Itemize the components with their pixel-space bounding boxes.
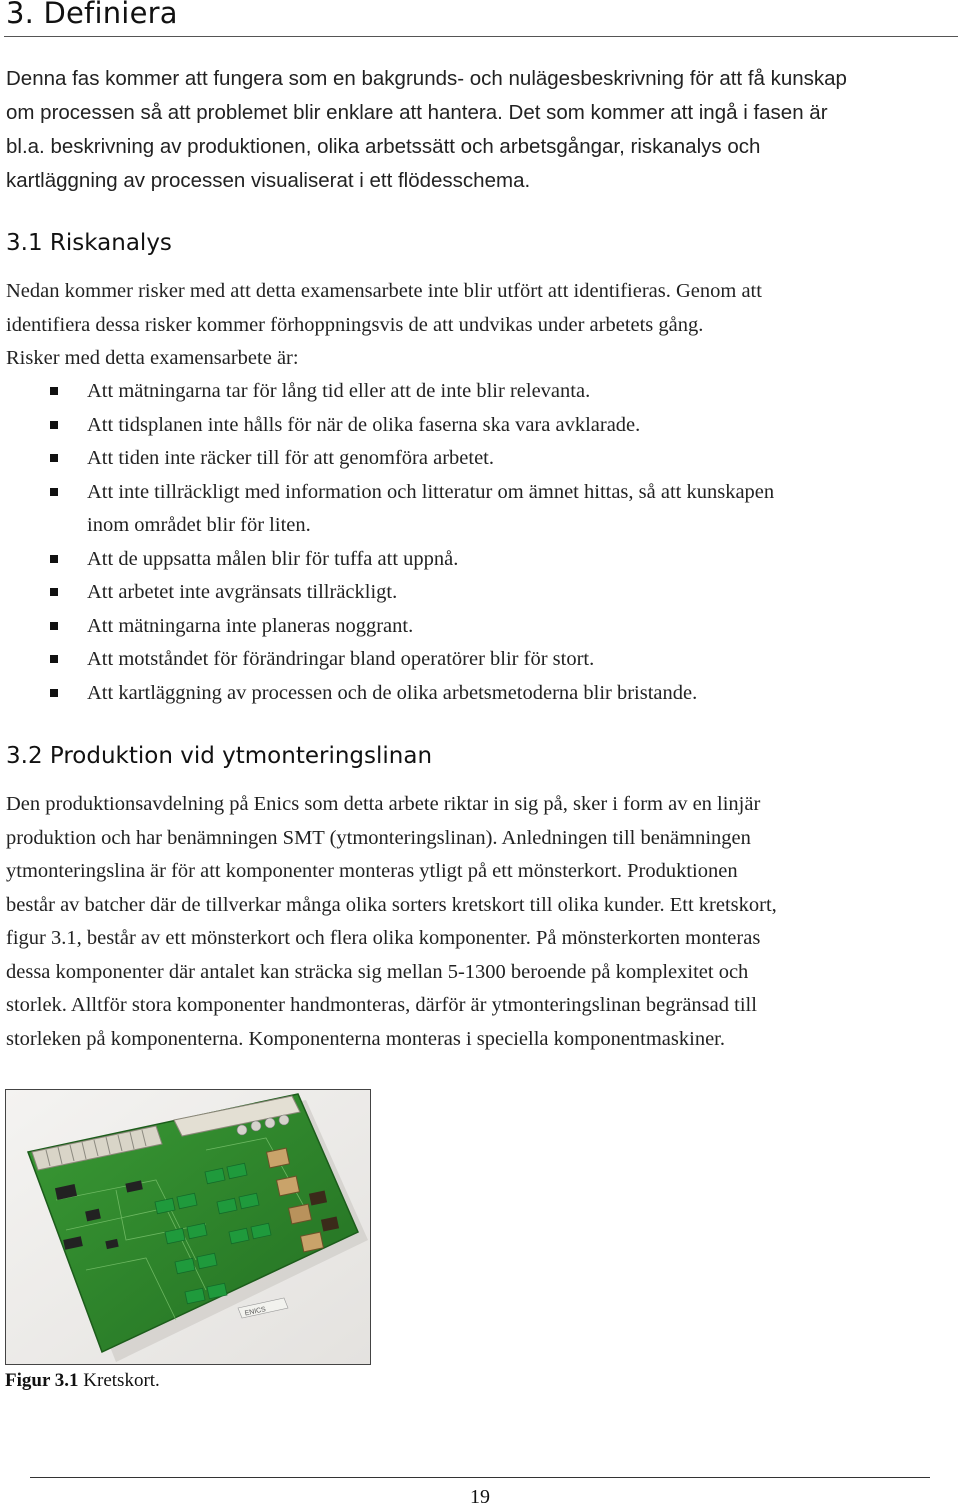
risk-text: Att kartläggning av processen och de olika arbetsmetoderna blir bristande.	[87, 681, 698, 704]
production-line: figur 3.1, består av ett mönsterkort och flera olika komponenter. På mönsterkorten monteras	[6, 927, 761, 949]
bullet-square-icon	[50, 622, 58, 630]
risk-list-item	[0, 409, 950, 443]
chapter-heading: 3. Definiera	[6, 0, 178, 30]
risk-intro-paragraph	[6, 275, 951, 376]
risk-list-item	[0, 375, 950, 409]
risk-intro-line: identifiera dessa risker kommer förhoppningsvis de att undvikas under arbetets gång.	[6, 313, 704, 336]
production-line: storlek. Alltför stora komponenter handmonteras, därför är ytmonteringslinan begränsad till	[6, 994, 757, 1016]
risk-text: Att de uppsatta målen blir för tuffa att uppnå.	[87, 547, 459, 570]
production-line: storleken på komponenterna. Komponenterna monteras i speciella komponentmaskiner.	[6, 1027, 726, 1050]
bullet-square-icon	[50, 387, 58, 395]
bullet-square-icon	[50, 588, 58, 596]
risk-text: Att tidsplanen inte hålls för när de olika faserna ska vara avklarade.	[87, 413, 641, 436]
figure-caption-text: Kretskort.	[83, 1370, 160, 1391]
section-heading-riskanalys: 3.1 Riskanalys	[6, 230, 172, 256]
figure-caption	[5, 1370, 160, 1392]
risk-text: Att inte tillräckligt med information och litteratur om ämnet hittas, så att kunskapen	[87, 480, 775, 503]
production-line: ytmonteringslina är för att komponenter monteras ytligt på ett mönsterkort. Produktionen	[6, 860, 738, 882]
risk-list-item	[0, 576, 950, 610]
risk-text: Att tiden inte räcker till för att genomföra arbetet.	[87, 447, 494, 469]
bullet-square-icon	[50, 454, 58, 462]
production-line: dessa komponenter där antalet kan sträcka sig mellan 5-1300 beroende på komplexitet och	[6, 960, 749, 983]
bullet-square-icon	[50, 555, 58, 563]
page-number: 19	[470, 1486, 490, 1508]
production-line: Den produktionsavdelning på Enics som detta arbete riktar in sig på, sker i form av en linjär	[6, 793, 761, 815]
risk-list-item	[0, 476, 950, 543]
risk-list-item	[0, 442, 950, 476]
production-paragraph	[6, 788, 951, 1056]
intro-line: bl.a. beskrivning av produktionen, olika arbetssätt och arbetsgångar, riskanalys och	[6, 135, 761, 158]
bullet-square-icon	[50, 488, 58, 496]
risk-intro-line: Nedan kommer risker med att detta examensarbete inte blir utfört att identifieras. Genom att	[6, 280, 762, 302]
section-heading-produktion: 3.2 Produktion vid ytmonteringslinan	[6, 743, 433, 769]
risk-text: Att mätningarna tar för lång tid eller att de inte blir relevanta.	[87, 380, 591, 402]
risk-list	[0, 375, 950, 710]
circuit-board-photo	[5, 1089, 371, 1365]
risk-text: Att motståndet för förändringar bland operatörer blir för stort.	[87, 648, 595, 670]
bullet-square-icon	[50, 421, 58, 429]
footer-divider	[30, 1477, 930, 1478]
risk-text: Att mätningarna inte planeras noggrant.	[87, 614, 414, 637]
risk-list-item	[0, 677, 950, 711]
bullet-square-icon	[50, 655, 58, 663]
intro-line: Denna fas kommer att fungera som en bakgrunds- och nulägesbeskrivning för att få kunskap	[6, 67, 847, 90]
bullet-square-icon	[50, 689, 58, 697]
figure-label: Figur 3.1	[5, 1370, 79, 1391]
intro-line: kartläggning av processen visualiserat i ett flödesschema.	[6, 169, 531, 192]
circuit-board-illustration	[6, 1090, 370, 1364]
risk-list-item	[0, 643, 950, 677]
risk-text: inom området blir för liten.	[87, 514, 311, 536]
risk-list-item	[0, 610, 950, 644]
risk-list-item	[0, 543, 950, 577]
risk-intro-line: Risker med detta examensarbete är:	[6, 347, 299, 369]
risk-text: Att arbetet inte avgränsats tillräckligt.	[87, 581, 398, 603]
intro-line: om processen så att problemet blir enklare att hantera. Det som kommer att ingå i fasen är	[6, 101, 828, 124]
production-line: består av batcher där de tillverkar många olika sorters kretskort till olika kunder. Ett kretskort,	[6, 893, 777, 916]
heading-divider	[4, 36, 958, 37]
board-label: ENICS	[244, 1306, 267, 1318]
production-line: produktion och har benämningen SMT (ytmonteringslinan). Anledningen till benämningen	[6, 826, 751, 849]
intro-paragraph	[6, 62, 951, 198]
